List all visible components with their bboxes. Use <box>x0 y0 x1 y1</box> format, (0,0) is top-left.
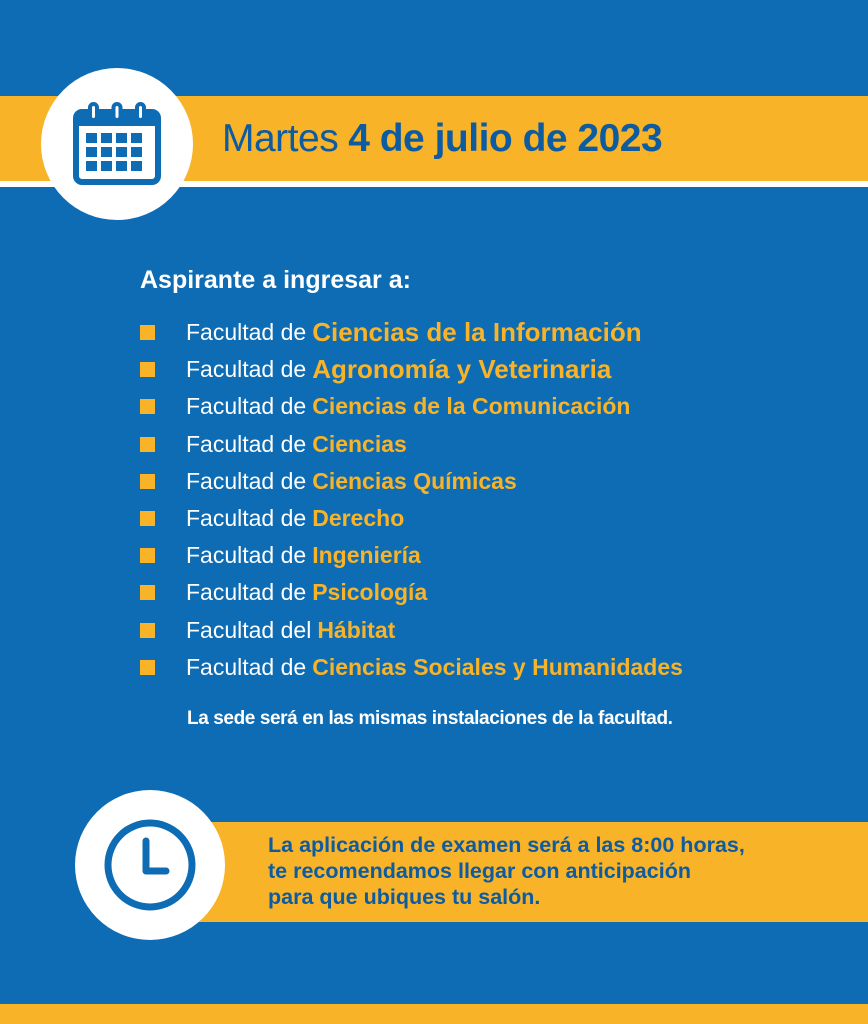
clock-icon <box>102 817 198 913</box>
faculty-name: Ciencias <box>312 430 407 457</box>
faculty-prefix: Facultad de <box>186 579 307 606</box>
faculty-item <box>140 649 683 686</box>
square-bullet-icon <box>140 511 155 526</box>
faculty-prefix: Facultad de <box>186 653 307 680</box>
exam-note-line: te recomendamos llegar con anticipación <box>268 859 691 883</box>
exam-note-line: para que ubiques tu salón. <box>268 885 541 909</box>
date-label: 4 de julio de 2023 <box>348 117 663 160</box>
faculty-prefix: Facultad de <box>186 542 307 569</box>
square-bullet-icon <box>140 437 155 452</box>
faculty-item <box>140 314 683 351</box>
faculty-name: Agronomía y Veterinaria <box>312 354 612 385</box>
faculty-prefix: Facultad de <box>186 505 307 532</box>
bottom-stripe <box>0 1004 868 1024</box>
faculty-prefix: Facultad de <box>186 356 307 383</box>
faculty-name: Ciencias de la Información <box>312 317 642 348</box>
faculty-name: Derecho <box>312 505 405 532</box>
faculty-item <box>140 574 683 611</box>
square-bullet-icon <box>140 474 155 489</box>
exam-time-note <box>268 832 848 910</box>
faculty-name: Hábitat <box>317 616 396 643</box>
date-title <box>222 104 662 174</box>
faculty-name: Ciencias de la Comunicación <box>312 393 631 420</box>
faculty-item <box>140 388 683 425</box>
square-bullet-icon <box>140 548 155 563</box>
square-bullet-icon <box>140 623 155 638</box>
faculty-item <box>140 612 683 649</box>
square-bullet-icon <box>140 325 155 340</box>
faculty-item <box>140 537 683 574</box>
faculty-item <box>140 463 683 500</box>
faculty-name: Ingeniería <box>312 542 421 569</box>
faculty-name: Ciencias Sociales y Humanidades <box>312 653 683 680</box>
faculty-name: Psicología <box>312 579 428 606</box>
calendar-badge <box>41 68 193 220</box>
faculty-item <box>140 426 683 463</box>
weekday-label: Martes <box>222 117 339 160</box>
faculty-prefix: Facultad de <box>186 467 307 494</box>
square-bullet-icon <box>140 362 155 377</box>
faculty-list <box>140 314 683 686</box>
clock-badge <box>75 790 225 940</box>
venue-note: La sede será en las mismas instalaciones de la facultad. <box>187 708 673 729</box>
faculty-prefix: Facultad del <box>186 616 312 643</box>
faculty-name: Ciencias Químicas <box>312 467 517 494</box>
exam-note-line: La aplicación de examen será a las 8:00 horas, <box>268 833 745 857</box>
square-bullet-icon <box>140 660 155 675</box>
faculty-prefix: Facultad de <box>186 393 307 420</box>
faculty-item <box>140 500 683 537</box>
audience-heading: Aspirante a ingresar a: <box>140 266 411 294</box>
calendar-icon <box>72 102 162 186</box>
square-bullet-icon <box>140 585 155 600</box>
square-bullet-icon <box>140 399 155 414</box>
faculty-prefix: Facultad de <box>186 430 307 457</box>
faculty-item <box>140 351 683 388</box>
faculty-prefix: Facultad de <box>186 319 307 346</box>
